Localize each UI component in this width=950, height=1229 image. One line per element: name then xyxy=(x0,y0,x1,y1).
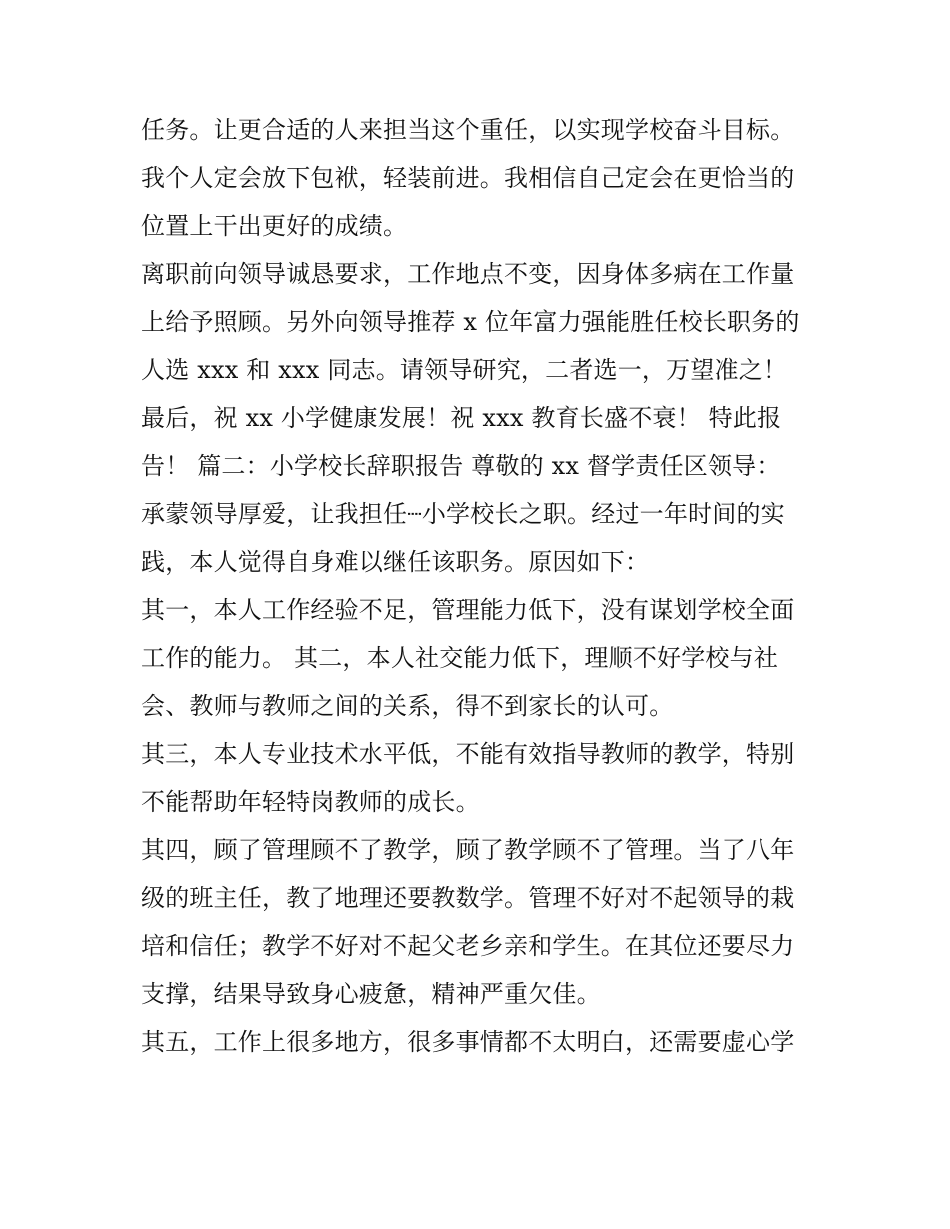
text-line: 位置上干出更好的成绩。 xyxy=(141,212,408,240)
text-line: 级的班主任，教了地理还要教数学。管理不好对不起领导的栽 xyxy=(141,884,795,912)
text-line: 培和信任；教学不好对不起父老乡亲和学生。在其位还要尽力 xyxy=(141,932,795,960)
text-line: 任务。让更合适的人来担当这个重任，以实现学校奋斗目标。 xyxy=(141,116,795,144)
text-line: 会、教师与教师之间的关系，得不到家长的认可。 xyxy=(141,692,674,720)
text-line: 最后，祝 xx 小学健康发展！祝 xxx 教育长盛不衰！ 特此报 xyxy=(141,404,782,432)
text-line: 人选 xxx 和 xxx 同志。请领导研究，二者选一，万望准之！ xyxy=(141,356,788,384)
text-line: 承蒙领导厚爱，让我担任┈小学校长之职。经过一年时间的实 xyxy=(141,500,785,528)
text-line: 其三，本人专业技术水平低，不能有效指导教师的教学，特别 xyxy=(141,740,795,768)
text-line: 告！ 篇二：小学校长辞职报告 尊敬的 xx 督学责任区领导： xyxy=(141,452,781,480)
text-line: 上给予照顾。另外向领导推荐 x 位年富力强能胜任校长职务的 xyxy=(141,308,800,336)
text-line: 离职前向领导诚恳要求，工作地点不变，因身体多病在工作量 xyxy=(141,260,795,288)
text-line: 支撑，结果导致身心疲惫，精神严重欠佳。 xyxy=(141,980,601,1008)
text-line: 工作的能力。 其二，本人社交能力低下，理顺不好学校与社 xyxy=(141,644,779,672)
document-body xyxy=(141,106,831,1066)
text-line: 不能帮助年轻特岗教师的成长。 xyxy=(141,788,480,816)
text-line: 我个人定会放下包袱，轻装前进。我相信自己定会在更恰当的 xyxy=(141,164,795,192)
text-line: 其四，顾了管理顾不了教学，顾了教学顾不了管理。当了八年 xyxy=(141,836,795,864)
text-line: 其五，工作上很多地方，很多事情都不太明白，还需要虚心学 xyxy=(141,1028,795,1056)
text-line: 其一，本人工作经验不足，管理能力低下，没有谋划学校全面 xyxy=(141,596,795,624)
text-line: 践，本人觉得自身难以继任该职务。原因如下： xyxy=(141,548,650,576)
